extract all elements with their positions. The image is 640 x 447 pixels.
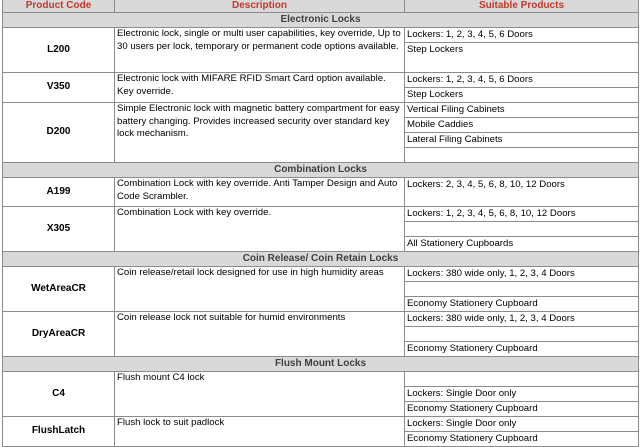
table-row (3, 207, 639, 252)
section-title: Flush Mount Locks (3, 357, 639, 372)
suitable-products-list (405, 73, 638, 102)
suitable-products-list (405, 178, 638, 206)
product-code: A199 (3, 178, 115, 207)
product-code: WetAreaCR (3, 267, 115, 312)
suitable-products-list (405, 312, 638, 356)
product-description: Electronic lock, single or multi user capabilities, key override, Up to 30 users per lock, temporary or permanent code options available. (115, 28, 405, 73)
suitable-products (405, 312, 639, 357)
suitable-products (405, 372, 639, 417)
suitable-products (405, 417, 639, 447)
suitable-products (405, 103, 639, 163)
empty-product-cell (405, 222, 638, 237)
suitable-product-item: Lateral Filing Cabinets (405, 133, 638, 148)
empty-product-cell (405, 282, 638, 297)
product-description: Coin release/retail lock designed for use in high humidity areas (115, 267, 405, 312)
section-title: Electronic Locks (3, 13, 639, 28)
section-row (3, 13, 639, 28)
product-code: D200 (3, 103, 115, 163)
section-row (3, 357, 639, 372)
product-table (2, 0, 639, 447)
suitable-products (405, 207, 639, 252)
header-row (3, 0, 639, 13)
suitable-products-list (405, 372, 638, 416)
table-row (3, 73, 639, 103)
suitable-product-item: Lockers: 1, 2, 3, 4, 5, 6, 8, 10, 12 Doors (405, 207, 638, 222)
section-row (3, 252, 639, 267)
section-row (3, 163, 639, 178)
section-title: Combination Locks (3, 163, 639, 178)
suitable-product-item: All Stationery Cupboards (407, 238, 514, 249)
suitable-product-item: Economy Stationery Cupboard (407, 403, 538, 414)
table-row (3, 372, 639, 417)
header-product-code: Product Code (3, 0, 115, 13)
suitable-products-list (405, 417, 638, 446)
suitable-products (405, 28, 639, 73)
suitable-product-item: Vertical Filing Cabinets (405, 103, 638, 118)
suitable-products (405, 73, 639, 103)
product-description: Simple Electronic lock with magnetic battery compartment for easy battery changing. Provides increased security over standard key lock mechanism. (115, 103, 405, 163)
table-row (3, 178, 639, 207)
product-code: FlushLatch (3, 417, 115, 447)
suitable-products-list (405, 28, 638, 72)
product-description: Combination Lock with key override. (115, 207, 405, 252)
table-body (3, 13, 639, 447)
section-title: Coin Release/ Coin Retain Locks (3, 252, 639, 267)
suitable-product-item: Lockers: 1, 2, 3, 4, 5, 6 Doors (405, 28, 638, 43)
table-row (3, 103, 639, 163)
suitable-product-item: Economy Stationery Cupboard (407, 298, 538, 309)
table-row (3, 28, 639, 73)
suitable-product-item: Lockers: 380 wide only, 1, 2, 3, 4 Doors (405, 312, 638, 327)
product-code: X305 (3, 207, 115, 252)
product-code: DryAreaCR (3, 312, 115, 357)
table-row (3, 417, 639, 447)
table-row (3, 312, 639, 357)
suitable-products (405, 267, 639, 312)
product-description: Electronic lock with MIFARE RFID Smart Card option available. Key override. (115, 73, 405, 103)
suitable-products-list (405, 267, 638, 311)
suitable-product-item: Economy Stationery Cupboard (407, 433, 538, 444)
suitable-product-item: Step Lockers (407, 89, 463, 100)
header-suitable-products: Suitable Products (405, 0, 639, 13)
empty-product-cell (405, 148, 638, 162)
empty-product-cell (405, 372, 638, 387)
suitable-products (405, 178, 639, 207)
empty-product-cell (405, 327, 638, 342)
suitable-product-item: Lockers: 1, 2, 3, 4, 5, 6 Doors (405, 73, 638, 88)
product-description: Combination Lock with key override. Anti Tamper Design and Auto Code Scrambler. (115, 178, 405, 207)
suitable-product-item: Lockers: Single Door only (405, 387, 638, 402)
suitable-product-item: Step Lockers (407, 44, 463, 55)
product-description: Flush mount C4 lock (115, 372, 405, 417)
suitable-product-item: Economy Stationery Cupboard (407, 343, 538, 354)
suitable-product-item: Lockers: Single Door only (405, 417, 638, 432)
product-code: V350 (3, 73, 115, 103)
table-row (3, 267, 639, 312)
header-description: Description (115, 0, 405, 13)
product-description: Flush lock to suit padlock (115, 417, 405, 447)
suitable-product-item: Lockers: 2, 3, 4, 5, 6, 8, 10, 12 Doors (407, 179, 565, 190)
suitable-products-list (405, 103, 638, 162)
suitable-products-list (405, 207, 638, 251)
product-description: Coin release lock not suitable for humid environments (115, 312, 405, 357)
suitable-product-item: Mobile Caddies (405, 118, 638, 133)
suitable-product-item: Lockers: 380 wide only, 1, 2, 3, 4 Doors (405, 267, 638, 282)
product-code: C4 (3, 372, 115, 417)
product-code: L200 (3, 28, 115, 73)
